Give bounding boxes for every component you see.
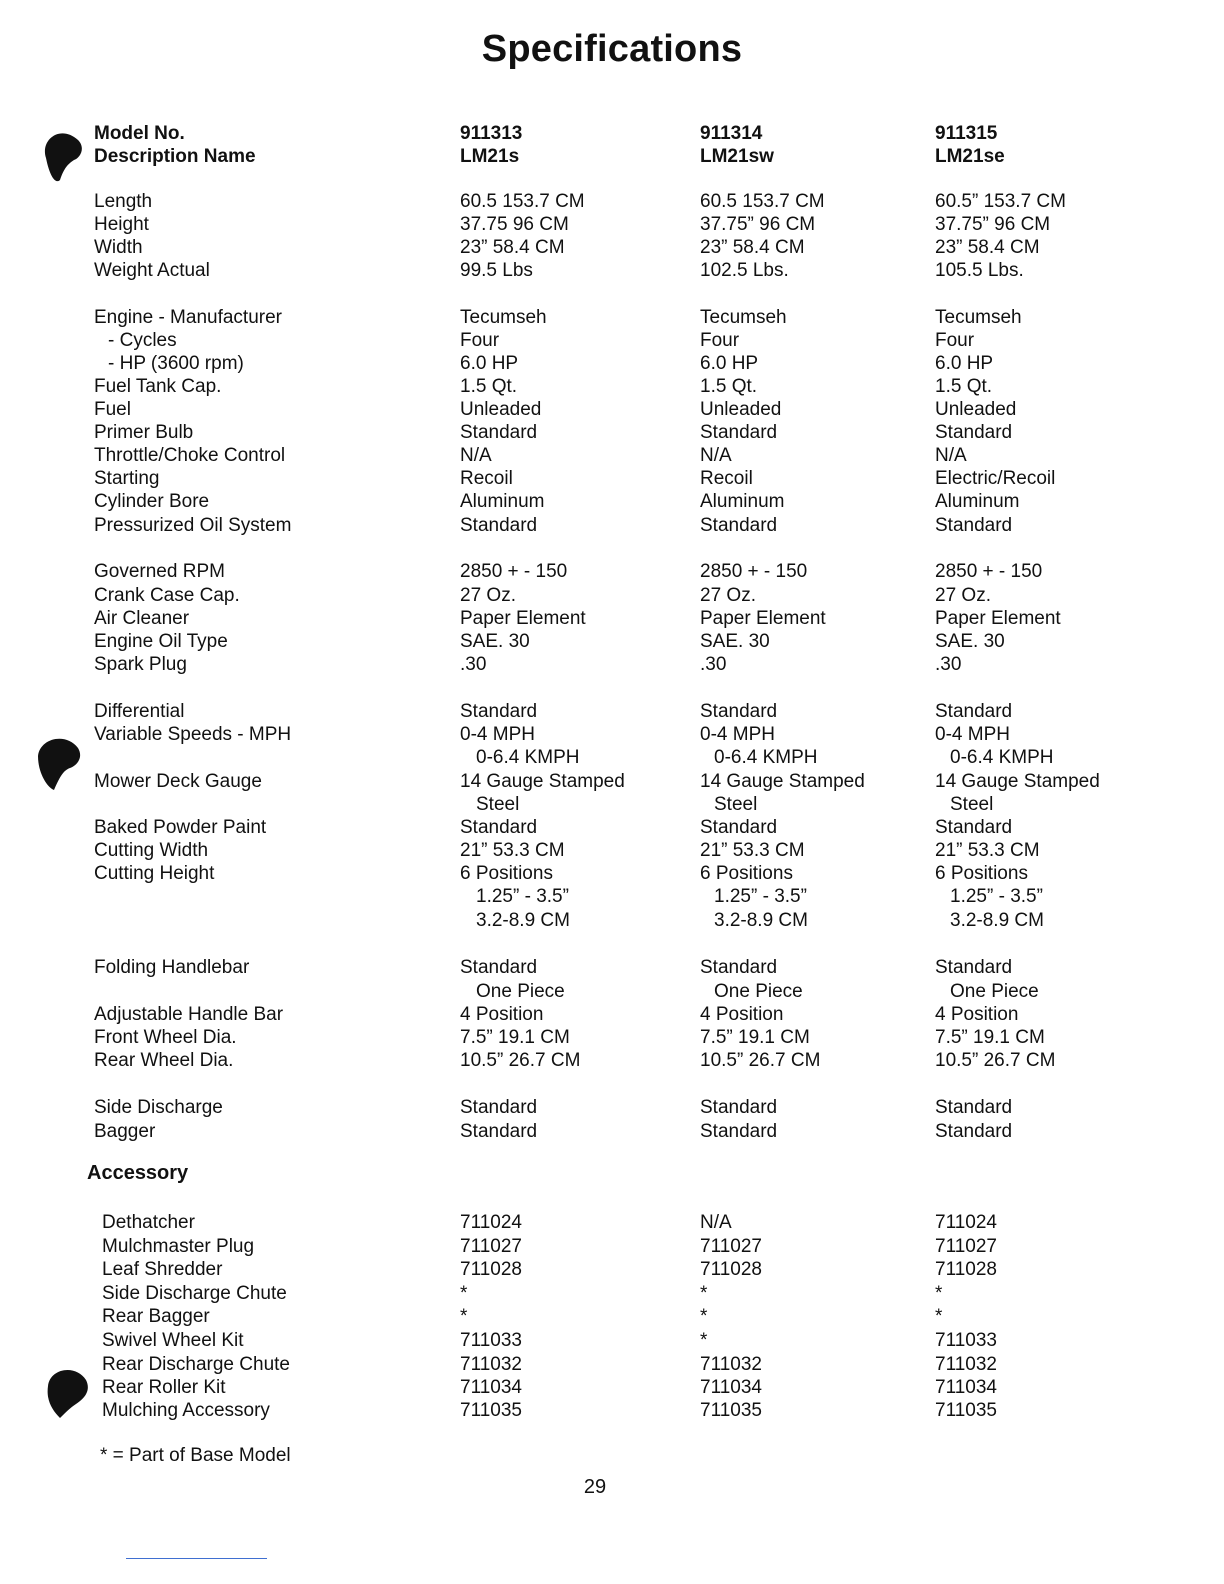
spec-value-v1: 2850 + - 150 (460, 561, 568, 582)
spec-value-v2: 7.5” 19.1 CM (700, 1027, 810, 1048)
spec-value-v3: One Piece (950, 981, 1039, 1002)
spec-label: Cutting Height (94, 863, 215, 884)
spec-value-v3: Unleaded (935, 399, 1017, 420)
spec-label: Length (94, 191, 153, 212)
spec-value-v1: Standard (460, 1121, 538, 1142)
spec-label: Governed RPM (94, 561, 225, 582)
accessory-row (0, 1376, 1224, 1400)
spec-row (0, 467, 1224, 491)
spec-value-v2: 14 Gauge Stamped (700, 771, 865, 792)
spec-row (0, 213, 1224, 237)
spec-row (0, 352, 1224, 376)
spec-row (0, 145, 1224, 169)
spec-value-v1: 14 Gauge Stamped (460, 771, 625, 792)
spec-label: Starting (94, 468, 160, 489)
spec-value-v3: 10.5” 26.7 CM (935, 1050, 1056, 1071)
spec-value-v1: 711027 (460, 1236, 522, 1257)
spec-value-v3: 7.5” 19.1 CM (935, 1027, 1045, 1048)
spec-value-v2: 1.5 Qt. (700, 376, 758, 397)
spec-row (0, 816, 1224, 840)
spec-row (0, 514, 1224, 538)
spec-value-v2: 6 Positions (700, 863, 793, 884)
spec-label: Front Wheel Dia. (94, 1027, 237, 1048)
spec-value-v2: 2850 + - 150 (700, 561, 808, 582)
spec-value-v2: * (700, 1306, 708, 1327)
spec-value-v2: Standard (700, 422, 778, 443)
spec-label: Description Name (94, 146, 256, 167)
spec-value-v3: Standard (935, 1097, 1013, 1118)
spec-value-v1: Standard (460, 701, 538, 722)
spec-value-v1: 711024 (460, 1212, 522, 1233)
spec-row (0, 862, 1224, 886)
spec-row (0, 793, 1224, 817)
spec-value-v1: 0-6.4 KMPH (476, 747, 580, 768)
spec-value-v3: 27 Oz. (935, 585, 991, 606)
spec-value-v1: 711032 (460, 1354, 522, 1375)
spec-value-v2: 711032 (700, 1354, 762, 1375)
spec-value-v1: 10.5” 26.7 CM (460, 1050, 581, 1071)
spec-label: Pressurized Oil System (94, 515, 292, 536)
spec-value-v1: LM21s (460, 146, 520, 167)
footnote: * = Part of Base Model (100, 1445, 291, 1466)
spec-value-v3: 21” 53.3 CM (935, 840, 1040, 861)
spec-value-v2: LM21sw (700, 146, 774, 167)
spec-value-v3: Standard (935, 817, 1013, 838)
spec-value-v3: 14 Gauge Stamped (935, 771, 1100, 792)
spec-value-v3: 711032 (935, 1354, 997, 1375)
spec-label: Mower Deck Gauge (94, 771, 262, 792)
spec-row (0, 770, 1224, 794)
spec-value-v1: 0-4 MPH (460, 724, 535, 745)
spec-value-v3: N/A (935, 445, 967, 466)
spec-value-v2: * (700, 1283, 708, 1304)
spec-row (0, 236, 1224, 260)
spec-label: Dethatcher (102, 1212, 195, 1233)
spec-value-v1: 711033 (460, 1330, 522, 1351)
spec-label: Primer Bulb (94, 422, 194, 443)
spec-row (0, 839, 1224, 863)
spec-value-v3: 711024 (935, 1212, 997, 1233)
spec-label: Fuel (94, 399, 131, 420)
spec-value-v2: Standard (700, 817, 778, 838)
spec-row (0, 398, 1224, 422)
spec-value-v1: 1.5 Qt. (460, 376, 518, 397)
spec-value-v3: 37.75” 96 CM (935, 214, 1051, 235)
spec-value-v2: N/A (700, 445, 732, 466)
divider (126, 1558, 267, 1559)
spec-value-v1: 3.2-8.9 CM (476, 910, 570, 931)
spec-value-v2: N/A (700, 1212, 732, 1233)
spec-label: Mulchmaster Plug (102, 1236, 255, 1257)
spec-value-v1: Standard (460, 957, 538, 978)
spec-label: Adjustable Handle Bar (94, 1004, 284, 1025)
spec-value-v1: 711035 (460, 1400, 522, 1421)
spec-value-v2: 23” 58.4 CM (700, 237, 805, 258)
spec-label: Leaf Shredder (102, 1259, 223, 1280)
spec-value-v2: SAE. 30 (700, 631, 770, 652)
spec-value-v1: 1.25” - 3.5” (476, 886, 569, 907)
spec-label: Width (94, 237, 143, 258)
spec-value-v1: 6 Positions (460, 863, 553, 884)
spec-value-v2: Tecumseh (700, 307, 787, 328)
spec-value-v2: * (700, 1330, 708, 1351)
spec-value-v3: 2850 + - 150 (935, 561, 1043, 582)
spec-label: Variable Speeds - MPH (94, 724, 292, 745)
spec-value-v2: 37.75” 96 CM (700, 214, 816, 235)
spec-label: Rear Bagger (102, 1306, 210, 1327)
spec-value-v1: 21” 53.3 CM (460, 840, 565, 861)
spec-value-v2: 102.5 Lbs. (700, 260, 789, 281)
spec-label: Model No. (94, 123, 185, 144)
spec-value-v1: 23” 58.4 CM (460, 237, 565, 258)
spec-label: Swivel Wheel Kit (102, 1330, 244, 1351)
spec-label: Side Discharge (94, 1097, 223, 1118)
spec-value-v2: 711034 (700, 1377, 762, 1398)
spec-value-v3: * (935, 1306, 943, 1327)
spec-row (0, 746, 1224, 770)
spec-value-v2: 711035 (700, 1400, 762, 1421)
spec-row (0, 560, 1224, 584)
spec-row (0, 306, 1224, 330)
spec-value-v3: 6.0 HP (935, 353, 994, 374)
accessory-row (0, 1399, 1224, 1423)
spec-row (0, 259, 1224, 283)
accessory-heading: Accessory (87, 1162, 189, 1184)
spec-label: Rear Wheel Dia. (94, 1050, 234, 1071)
spec-value-v1: Tecumseh (460, 307, 547, 328)
spec-row (0, 329, 1224, 353)
spec-row (0, 1003, 1224, 1027)
spec-value-v1: 6.0 HP (460, 353, 519, 374)
spec-value-v3: 6 Positions (935, 863, 1028, 884)
spec-row (0, 190, 1224, 214)
spec-value-v3: 711035 (935, 1400, 997, 1421)
spec-row (0, 980, 1224, 1004)
spec-value-v1: Standard (460, 817, 538, 838)
spec-value-v1: Unleaded (460, 399, 542, 420)
spec-value-v3: 911315 (935, 123, 998, 144)
spec-value-v1: 4 Position (460, 1004, 544, 1025)
spec-value-v3: Electric/Recoil (935, 468, 1056, 489)
spec-value-v3: 0-6.4 KMPH (950, 747, 1054, 768)
spec-value-v1: 27 Oz. (460, 585, 516, 606)
spec-row (0, 490, 1224, 514)
spec-value-v2: 3.2-8.9 CM (714, 910, 808, 931)
spec-row (0, 421, 1224, 445)
spec-value-v1: 7.5” 19.1 CM (460, 1027, 570, 1048)
spec-value-v2: Standard (700, 957, 778, 978)
page-title: Specifications (481, 28, 743, 70)
spec-label: Engine Oil Type (94, 631, 228, 652)
spec-value-v3: LM21se (935, 146, 1005, 167)
spec-value-v2: Paper Element (700, 608, 826, 629)
accessory-row (0, 1211, 1224, 1235)
spec-label: Rear Discharge Chute (102, 1354, 290, 1375)
spec-value-v2: 21” 53.3 CM (700, 840, 805, 861)
spec-row (0, 723, 1224, 747)
spec-value-v1: Recoil (460, 468, 513, 489)
spec-label: Bagger (94, 1121, 156, 1142)
spec-value-v1: 711034 (460, 1377, 522, 1398)
spec-label: Cutting Width (94, 840, 209, 861)
spec-value-v3: Standard (935, 515, 1013, 536)
spec-label: Differential (94, 701, 185, 722)
spec-value-v3: 23” 58.4 CM (935, 237, 1040, 258)
spec-value-v1: 99.5 Lbs (460, 260, 533, 281)
spec-row (0, 584, 1224, 608)
spec-value-v3: 711027 (935, 1236, 997, 1257)
spec-value-v3: 711028 (935, 1259, 997, 1280)
spec-value-v1: Aluminum (460, 491, 545, 512)
spec-value-v1: Four (460, 330, 500, 351)
spec-value-v2: One Piece (714, 981, 803, 1002)
spec-row (0, 122, 1224, 146)
spec-value-v2: 0-6.4 KMPH (714, 747, 818, 768)
spec-value-v3: * (935, 1283, 943, 1304)
spec-row (0, 375, 1224, 399)
spec-value-v2: 6.0 HP (700, 353, 759, 374)
spec-value-v1: Standard (460, 422, 538, 443)
spec-value-v3: Steel (950, 794, 994, 815)
spec-value-v3: Paper Element (935, 608, 1061, 629)
spec-label: Throttle/Choke Control (94, 445, 286, 466)
accessory-row (0, 1353, 1224, 1377)
spec-label: Baked Powder Paint (94, 817, 267, 838)
spec-row (0, 1026, 1224, 1050)
spec-value-v2: 911314 (700, 123, 763, 144)
spec-value-v2: 27 Oz. (700, 585, 756, 606)
spec-value-v1: N/A (460, 445, 492, 466)
spec-label: Cylinder Bore (94, 491, 210, 512)
spec-value-v3: 711033 (935, 1330, 997, 1351)
spec-row (0, 700, 1224, 724)
spec-value-v3: SAE. 30 (935, 631, 1005, 652)
spec-value-v2: Steel (714, 794, 758, 815)
spec-value-v2: Aluminum (700, 491, 785, 512)
spec-row (0, 444, 1224, 468)
spec-row (0, 956, 1224, 980)
spec-value-v2: 4 Position (700, 1004, 784, 1025)
spec-value-v3: Standard (935, 1121, 1013, 1142)
spec-value-v3: Standard (935, 422, 1013, 443)
spec-label: Crank Case Cap. (94, 585, 240, 606)
spec-label: - HP (3600 rpm) (108, 353, 244, 374)
spec-row (0, 909, 1224, 933)
spec-row (0, 630, 1224, 654)
spec-value-v3: 60.5” 153.7 CM (935, 191, 1066, 212)
spec-value-v3: Four (935, 330, 975, 351)
spec-value-v1: Standard (460, 515, 538, 536)
spec-value-v1: 911313 (460, 123, 523, 144)
spec-value-v3: 1.5 Qt. (935, 376, 993, 397)
spec-value-v2: 10.5” 26.7 CM (700, 1050, 821, 1071)
spec-value-v2: Recoil (700, 468, 753, 489)
accessory-row (0, 1282, 1224, 1306)
spec-value-v1: * (460, 1283, 468, 1304)
spec-value-v3: Standard (935, 701, 1013, 722)
spec-value-v1: SAE. 30 (460, 631, 530, 652)
accessory-row (0, 1258, 1224, 1282)
spec-value-v3: Standard (935, 957, 1013, 978)
spec-label: Folding Handlebar (94, 957, 250, 978)
spec-value-v1: One Piece (476, 981, 565, 1002)
accessory-row (0, 1329, 1224, 1353)
spec-row (0, 653, 1224, 677)
spec-value-v2: .30 (700, 654, 727, 675)
accessory-row (0, 1235, 1224, 1259)
spec-value-v3: 711034 (935, 1377, 997, 1398)
spec-label: Engine - Manufacturer (94, 307, 282, 328)
spec-value-v2: 711027 (700, 1236, 762, 1257)
spec-value-v2: 1.25” - 3.5” (714, 886, 807, 907)
spec-row (0, 885, 1224, 909)
spec-value-v1: .30 (460, 654, 487, 675)
spec-value-v3: 4 Position (935, 1004, 1019, 1025)
spec-value-v3: 105.5 Lbs. (935, 260, 1024, 281)
spec-label: Mulching Accessory (102, 1400, 270, 1421)
spec-value-v2: 711028 (700, 1259, 762, 1280)
spec-value-v2: Four (700, 330, 740, 351)
spec-value-v3: 1.25” - 3.5” (950, 886, 1043, 907)
spec-label: Side Discharge Chute (102, 1283, 287, 1304)
spec-label: Fuel Tank Cap. (94, 376, 222, 397)
spec-value-v3: Aluminum (935, 491, 1020, 512)
spec-value-v3: .30 (935, 654, 962, 675)
spec-value-v1: Steel (476, 794, 520, 815)
spec-value-v1: 37.75 96 CM (460, 214, 569, 235)
spec-row (0, 1120, 1224, 1144)
spec-value-v3: 0-4 MPH (935, 724, 1010, 745)
spec-row (0, 1096, 1224, 1120)
spec-row (0, 607, 1224, 631)
spec-value-v2: Standard (700, 515, 778, 536)
page-number: 29 (583, 1476, 607, 1498)
spec-label: Rear Roller Kit (102, 1377, 226, 1398)
spec-value-v1: Paper Element (460, 608, 586, 629)
spec-value-v2: Unleaded (700, 399, 782, 420)
spec-value-v2: Standard (700, 1121, 778, 1142)
spec-value-v1: 711028 (460, 1259, 522, 1280)
spec-value-v1: 60.5 153.7 CM (460, 191, 585, 212)
spec-value-v3: Tecumseh (935, 307, 1022, 328)
spec-value-v2: Standard (700, 1097, 778, 1118)
spec-value-v2: 0-4 MPH (700, 724, 775, 745)
spec-row (0, 1049, 1224, 1073)
spec-value-v1: * (460, 1306, 468, 1327)
spec-label: Air Cleaner (94, 608, 190, 629)
spec-label: Height (94, 214, 149, 235)
spec-value-v1: Standard (460, 1097, 538, 1118)
spec-value-v3: 3.2-8.9 CM (950, 910, 1044, 931)
spec-value-v2: 60.5 153.7 CM (700, 191, 825, 212)
spec-label: - Cycles (108, 330, 177, 351)
spec-label: Spark Plug (94, 654, 187, 675)
spec-label: Weight Actual (94, 260, 210, 281)
accessory-row (0, 1305, 1224, 1329)
spec-value-v2: Standard (700, 701, 778, 722)
